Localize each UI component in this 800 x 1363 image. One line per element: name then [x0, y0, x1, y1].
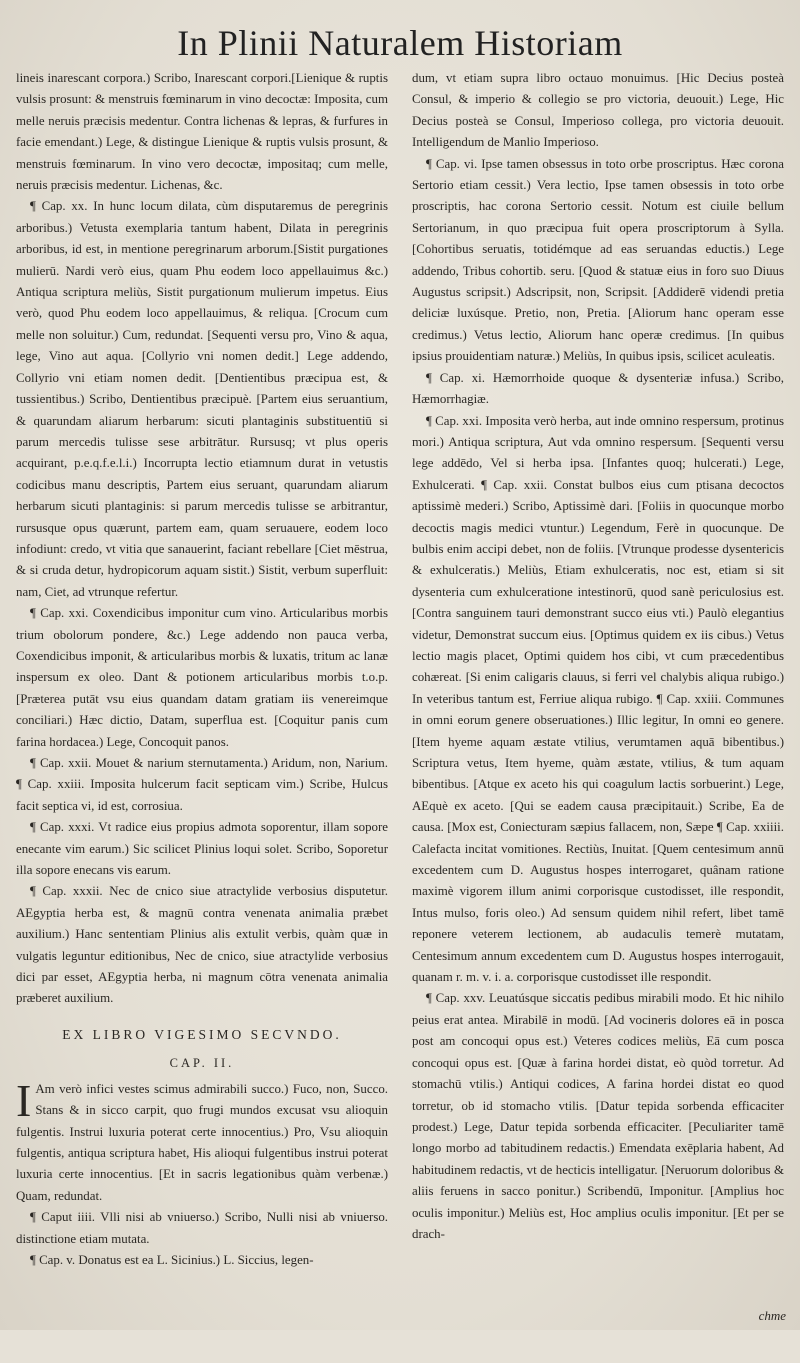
paragraph: ¶ Cap. v. Donatus est ea L. Sicinius.) L. Siccius, legen- [30, 1252, 314, 1267]
paragraph: ¶ Cap. xxxii. Nec de cnico siue atractylide verbosius disputetur. AEgyptia herba est, & magnū contra venenata animalia præbet auxilium.) Hanc sententiam Plinius alis extulit verbis, quàm quæ in vulgatis leguntur editionibus, Nec de cnico, siue atractylide verbosius dici par esset, AEgyptia herba, ni magnum cōtra venenata animalia præberet auxilium. [16, 884, 388, 1006]
paragraph: ¶ Cap. xxxi. Vt radice eius propius admota soporentur, illam sopore enecante vim earum.) Sic scilicet Plinius loqui solet. Scribo, Soporetur illa sopore enecans vis earum. [16, 820, 388, 878]
paragraph: ¶ Caput iiii. Vlli nisi ab vniuerso.) Scribo, Nulli nisi ab vniuerso. distinctione etiam mutata. [16, 1210, 388, 1246]
paragraph: dum, vt etiam supra libro octauo monuimus. [Hic Decius posteà Consul, & imperio & collegio se pro victoria, deuouit.) Lege, Hic Decius posteà se Consul, Imperioso collega, pro victoria deuouit. Intelligendum de Manlio Imperioso. [412, 71, 784, 150]
paragraph [16, 1074, 388, 1207]
right-column [412, 68, 784, 1323]
paragraph: lineis inarescant corpora.) Scribo, Inarescant corpori.[Lienique & ruptis vulsis prosunt: & menstruis fœminarum in vino decoctæ: Imposita, cum melle neruis præcisis medentur. Contra lichenas & lepras, & furfures in facie emendant.) Lege, & distingue Lienique & ruptis vulsis prosunt, & menstruis fœminarum. In vino vero decoctæ, impositaq; cum melle, neruis præcisis medentur. Lichenas, &c. [16, 71, 388, 193]
catchword: chme [758, 1308, 786, 1323]
paragraph: ¶ Cap. xxi. Coxendicibus imponitur cum vino. Articularibus morbis trium obolorum pondere, &c.) Lege addendo non pauca verba, Coxendicibus imponit, & articularibus morbis & luxatis, tritum ac lanæ inspersum ex oleo. Dant & potionem articularibus morbis t.o.p.[Præterea putāt vsu eius quandam datam gratiam iis venereimque conciliari.) Hæc dictio, Datam, superflua est. [Coquitur panis cum farina hordacea.) Lege, Concoquit panos. [16, 606, 388, 749]
chapter-heading: CAP. II. [169, 1056, 235, 1071]
paragraph: ¶ Cap. xi. Hæmorrhoide quoque & dysenteriæ infusa.) Scribo, Hæmorrhagiæ. [412, 370, 784, 407]
left-column [16, 68, 388, 1363]
paragraph: ¶ Cap. xxv. Leuatúsque siccatis pedibus mirabili modo. Et hic nihilo peius erat antea. Mirabilē in modū. [Ad vocineris dolores eā in posca post am concoqui opus est.) Veteres codices meliùs, Eā cum posca concoqui opus est. [Quæ à farina hordei distat, eò quòd torretur. Ad stomachū vtilis.) Antiqui codices, A farina hordei distat eo quod torretur, ob id stomacho vtilis. [Datur tepida sorbenda efficaciter prodest.) Lege, Datur tepida sorbenda efficaciter. [Peculiariter tamē longo morbo ad tabitudinem redactis.) Emendata exēplaria habent, Ad habitudinem redactis, vt de hecticis intelligatur. [Neruorum doloribus & aliis feruens in sacco ponitur.) Scribendū, Imponitur. [Amplius hoc oculis imponitur.) Meliùs est, Hoc amplius oculis imponitur. [Et per se drach- [412, 991, 784, 1241]
paragraph: ¶ Cap. xxii. Mouet & narium sternutamenta.) Aridum, non, Narium. ¶ Cap. xxiii. Imposita hulcerum facit septicam vim.) Scribe, Hulcus facit septica vi, id est, corrosiua. [16, 756, 388, 813]
paragraph: ¶ Cap. xx. In hunc locum dilata, cùm disputaremus de peregrinis arboribus.) Vetusta exemplaria tantum habent, Dilata in peregrinis arboribus, id est, in mentione peregrinarum arborum.[Sistit purgationes mulierū. Nardi verò eius, quam Phu eodem loco appellauimus &c.) Antiqua scriptura meliùs, Sistit purgationum mulierum impetus. Eius verò, quod Phu eodem loco appellauimus, & reliqua. [Crocum cum melle non soluitur.) Cum, redundat. [Sequenti versu pro, Vino & aqua, lege, Vino aut aqua. [Collyrio vni nomen dedit.] Lege addendo, Collyrio vni etiam nomen dedit. [Dentientibus præcipua est, & tussientibus.) Scribo, Dentientibus præcipuè. [Partem eius seruantium, & quarundam aliarum herbarum: sicuti plantaginis substituentiū si parum mercedis tulisse sese arbitrātur. Rursusq; vt plus operis acquirant, p.e.q.f.e.l.i.) Incorrupta lectio etiamnum durat in vetustis codicibus manu descriptis, Partem eius seruant, quarundam aliarum herbarum sicuti plantaginis: si parum mercedis tulisse se arbitrantur, rursusque opus quærunt, partem eam, quam seruauere, eodem loco infodiunt: credo, vt vitia que sanauerint, faciant rebellare [Ciet mēstrua, & si cruda detur, hydropicorum aquam sistit.) Sistit, verbum superfluit: nam, Ciet, ad vtrunque refertur. [16, 199, 388, 599]
paragraph-text: Am verò infici vestes scimus admirabili succo.) Fuco, non, Succo. Stans & in sicco carpit, quo frugi mundos excusat vsu alioquin fulgentis. Instrui luxuria poterat certe innocentius.) Pro, Vsu alioquin fulgentis, antiqua scriptura habet, His alioqui fulgentibus instrui poterat luxuria certe innocentius. [Et in sacris legationibus quàm verbenæ.) Quam, redundat. [16, 1081, 388, 1203]
section-heading: EX LIBRO VIGESIMO SECVNDO. [62, 1026, 342, 1042]
drop-initial: I [16, 1074, 32, 1126]
running-title: In Plinii Naturalem Historiam [177, 23, 623, 63]
paragraph: ¶ Cap. xxi. Imposita verò herba, aut inde omnino respersum, protinus mori.) Antiqua scriptura, Aut vda omnino respersum. [Sequenti versu lege addēdo, Vel si herba ipsa. [Infantes quoq; hulcerati.) Lege, Exhulcerati. ¶ Cap. xxii. Constat bulbos eius cum ptisana decoctos aptissimè mederi.) Scribo, Aptissimè dari. [Foliis in quocunque morbo decoctis magis medici vtuntur.) Legendum, Ferè in quocunque. De bulbis enim accipi debet, non de foliis. [Vtrunque prodesse dysentericis & exhulceratis.) Meliùs, Etiam exhulceratis, noc est, etiam si sit dysenteria cum exhulceratione intestinorū, quod sanè periculosius est. [Contra sanguinem tauri demonstrant succo eius vti.) Paulò elegantius videtur, Demonstrat succum eius. [Optimus quidem ex iis cibus.) Vetus lectio magis placet, Optimi quidem hos cibi, vt cum præcedentibus cohæreat. [Si enim caligaris clauus, si ferri vel chalybis aliqua rubigo.) In veteribus tantum est, Ferriue aliqua rubigo. ¶ Cap. xxiii. Communes in omni eorum genere obseruationes.) Illic legitur, In omni eo genere. [Item hyeme aquam æstate vtilius, verumtamen aquā bibentibus.) Scriptura vetus, Item hyeme, quàm æstate, vtilius, & tum aquam bibentibus. [Atque ex aceto his qui coagulum lactis sorbuerint.) Lege, AEquè ex aceto. [Qui se eadem causa præcipitauit.) Scribe, Ea de causa. [Mox est, Coniecturam sæpius fallacem, non, Sæpe ¶ Cap. xxiiii. Calefacta incitat vomitiones. Rectiùs, Inuitat. [Quem centesimum annū excedentem cum D. Augustus hospes interrogaret, quânam ratione maximè vigorem illum animi corporisque custodisset, ille respondit, Intus mulso, foris oleo.) Ad sensum quidem nihil refert, libet tamē reponere veterem lectionem, ab audaculis temerè mutatam, Centesimum annum excedentem cum D. Augustus hospes interrogauit, quanam r. m. v. i. a. corporisque custodisset ille respondit. [412, 413, 784, 985]
paragraph: ¶ Cap. vi. Ipse tamen obsessus in toto orbe proscriptus. Hæc corona Sertorio etiam cessit.) Vera lectio, Ipse tamen obsessis in toto orbe proscriptis, hac corona Sertorio cessit. Notum est ciuile bellum Sertorianum, in quo præcipua fuit opera proscriptorum à Sylla. [Cohortibus seruatis, totidémque ad eas seruandas eductis.) Lege addendo, Tribus cohortib. seru. [Quod & statuæ eius in foro suo Diuus Augustus scripsit.) Adscripsit, non, Scripsit. [Addiderē videndi pretia deliciæ luxúsque. Pretio, non, Pretia. [Aliorum hanc operam esse credimus.) Vetus lectio, Aliorum hanc operæ credimus. [In quibus ipsius prouidentiam naturæ.) Meliùs, In quibus ipsis, scilicet aculeatis. [412, 156, 784, 364]
